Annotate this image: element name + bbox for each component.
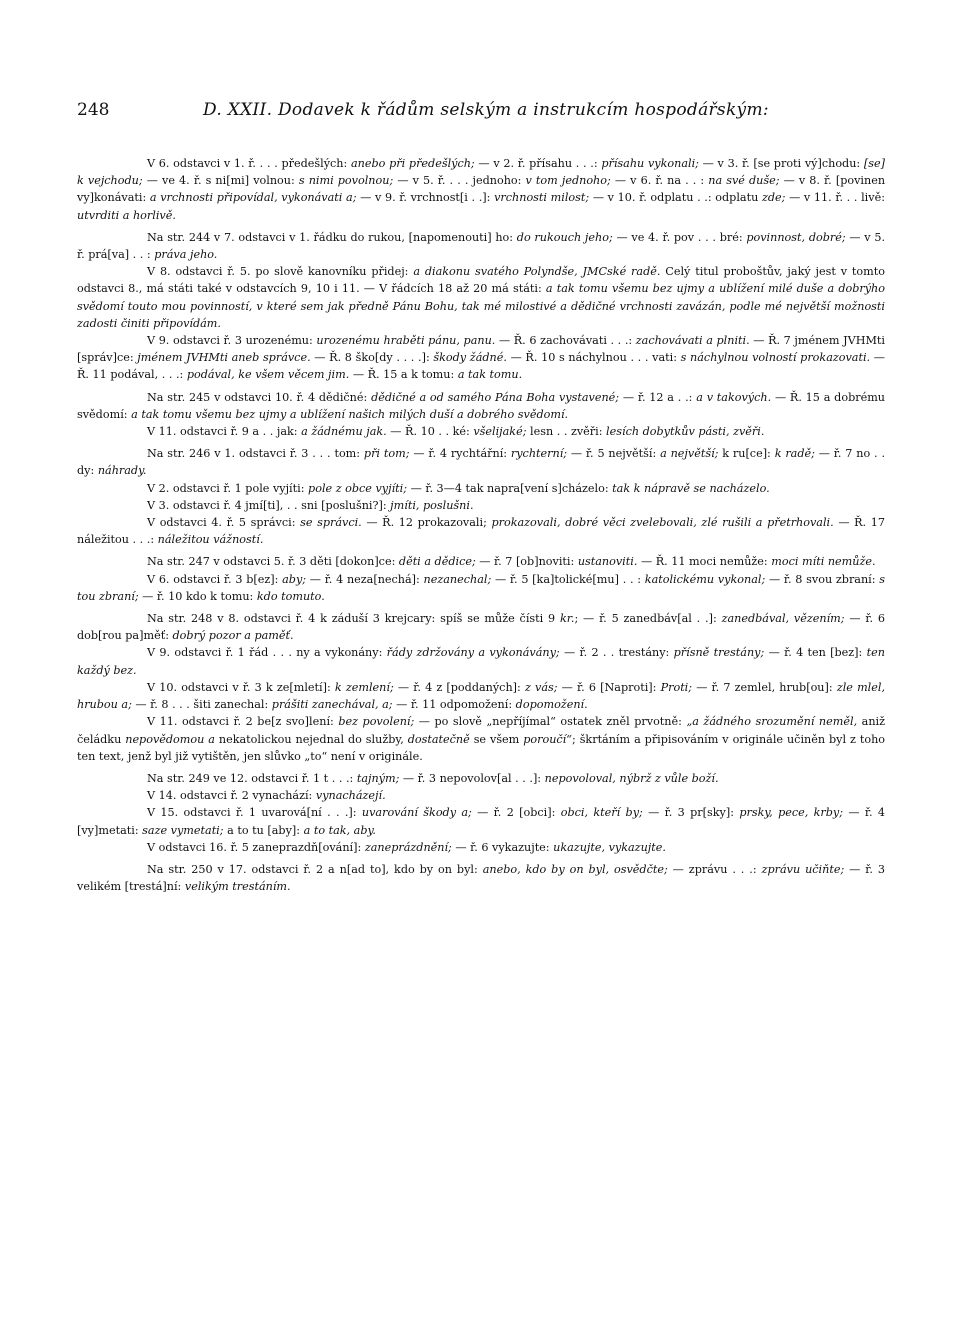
paragraph: V 15. odstavci ř. 1 uvarová[ní . . .]: uvarování škody a; — ř. 2 [obci]: obci, kteří by; — ř. 3 pr[sky]: prsky, pece, krby; — ř. 4 [vy]metati: saze vymetati; a to tu [aby]: a to tak, aby. xyxy=(77,806,886,837)
running-head: D. XXII. Dodavek k řádům selským a instrukcím hospodářským: xyxy=(203,100,769,120)
paragraph: V 10. odstavci v ř. 3 k ze[mletí]: k zemlení; — ř. 4 z [poddaných]: z vás; — ř. 6 [Naproti]: Proti; — ř. 7 zemlel, hrub[ou]: zle mlel, hrubou a; — ř. 8 . . . šiti zanechal: prášiti zanechával, a; — ř. 11 odpomožení: dopomožení. xyxy=(77,680,886,712)
paragraph: Na str. 245 v odstavci 10. ř. 4 dědičné: dědičné a od samého Pána Boha vystavené; — ř. 12 a . .: a v takových. — Ř. 15 a dobrému svědomí: a tak tomu všemu bez ujmy a ublížení našich milých duší a dobrého svědomí. xyxy=(77,390,886,421)
paragraph: V 3. odstavci ř. 4 jmí[ti], . . sni [poslušni?]: jmíti, poslušni. xyxy=(147,498,474,512)
page-number: 248 xyxy=(77,100,110,120)
paragraph: Na str. 246 v 1. odstavci ř. 3 . . . tom: při tom; — ř. 4 rychtářní: rychterní; — ř. 5 největší: a největší; k ru[ce]: k radě; — ř. 7 no . . dy: náhrady. xyxy=(77,447,885,478)
paragraph: V odstavci 4. ř. 5 správci: se správci. — Ř. 12 prokazovali; prokazovali, dobré věci zvelebovali, zlé rušili a přetrhovali. — Ř. 17 náležitou . . .: náležitou vážností. xyxy=(77,516,885,547)
paragraph: V 9. odstavci ř. 3 urozenému: urozenému hraběti pánu, panu. — Ř. 6 zachovávati . . .: zachovávati a plniti. — Ř. 7 jménem JVHMti [správ]ce: jménem JVHMti aneb správce. — Ř. 8 ško[dy . . . .]: škody žádné. — Ř. 10 s náchylnou . . . vati: s náchylnou volností prokazovati. — Ř. 11 podával, . . .: podával, ke všem věcem jim. — Ř. 15 a k tomu: a tak tomu. xyxy=(77,334,885,382)
paragraph: V 11. odstavci ř. 9 a . . jak: a žádnému jak. — Ř. 10 . . ké: všelijaké; lesn . . zvěři: lesích dobytkův pásti, zvěři. xyxy=(147,425,765,439)
paragraph: Na str. 244 v 7. odstavci v 1. řádku do rukou, [napomenouti] ho: do rukouch jeho; — ve 4. ř. pov . . . bré: povinnost, dobré; — v 5. ř. prá[va] . . : práva jeho. xyxy=(77,230,886,262)
body-text xyxy=(77,155,885,895)
paragraph: V 14. odstavci ř. 2 vynachází: vynacházejí. xyxy=(147,789,386,803)
paragraph: Na str. 249 ve 12. odstavci ř. 1 t . . .: tajným; — ř. 3 nepovolov[al . . .]: nepovoloval, nýbrž z vůle boží. xyxy=(147,771,719,785)
paragraph: V 6. odstavci ř. 3 b[ez]: aby; — ř. 4 neza[nechá]: nezanechal; — ř. 5 [ka]tolické[mu] . . : katolickému vykonal; — ř. 8 svou zbraní: s tou zbraní; — ř. 10 kdo k tomu: kdo tomuto. xyxy=(77,572,886,603)
page-header xyxy=(77,100,885,130)
paragraph: V 8. odstavci ř. 5. po slově kanovníku přidej: a diakonu svatého Polyndše, JMCské radě. Celý titul proboštův, jaký jest v tomto odstavci 8., má státi také v odstavcích 9, 10 i 11. — V řádcích 18 až 20 má státi: a tak tomu všemu bez ujmy a ublížení milé duše a dobrýho svědomí touto mou povinností, v které sem jak předně Pánu Bohu, tak mé milostivé a dědičné vrchnosti zavázán, podle mé největší možnosti zadosti činiti připovídám. xyxy=(77,265,886,330)
paragraph: Na str. 250 v 17. odstavci ř. 2 a n[ad to], kdo by on byl: anebo, kdo by on byl, osvědčte; — zprávu . . .: zprávu učiňte; — ř. 3 velikém [trestá]ní: velikým trestáním. xyxy=(77,862,886,894)
paragraph: V 9. odstavci ř. 1 řád . . . ny a vykonány: řády zdržovány a vykonávány; — ř. 2 . . trestány: přísně trestány; — ř. 4 ten [bez]: ten každý bez. xyxy=(77,646,885,677)
paragraph: V odstavci 16. ř. 5 zaneprazdň[ování]: zaneprázdnění; — ř. 6 vykazujte: ukazujte, vykazujte. xyxy=(147,840,666,854)
paragraph: Na str. 248 v 8. odstavci ř. 4 k záduší 3 krejcary: spíš se může čísti 9 kr.; — ř. 5 zanedbáv[al . .]: zanedbával, vězením; — ř. 6 dob[rou pa]měť: dobrý pozor a paměť. xyxy=(77,612,885,643)
paragraph: V 6. odstavci v 1. ř. . . . předešlých: anebo při předešlých; — v 2. ř. přísahu . . .: přísahu vykonali; — v 3. ř. [se proti vý]chodu: [se] k vejchodu; — ve 4. ř. s ni[mi] volnou: s nimi povolnou; — v 5. ř. . . . jednoho: v tom jednoho; — v 6. ř. na . . : na své duše; — v 8. ř. [povinen vy]konávati: a vrchnosti připovídal, vykonávati a; — v 9. ř. vrchnost[i . .]: vrchnosti milost; — v 10. ř. odplatu . .: odplatu zde; — v 11. ř. . . livě: utvrditi a horlivě. xyxy=(77,157,886,222)
paragraph: Na str. 247 v odstavci 5. ř. 3 děti [dokon]ce: děti a dědice; — ř. 7 [ob]noviti: ustanoviti. — Ř. 11 moci nemůže: moci míti nemůže. xyxy=(147,555,876,569)
paragraph: V 2. odstavci ř. 1 pole vyjíti: pole z obce vyjíti; — ř. 3—4 tak napra[vení s]cházelo: tak k nápravě se nacházelo. xyxy=(147,481,770,495)
paragraph: V 11. odstavci ř. 2 be[z svo]lení: bez povolení; — po slově „nepříjímal“ ostatek zněl prvotně: „a žádného srozumění neměl, aniž čeládku nepovědomou a nekatolickou nejednal do služby, dostatečně se všem poroučí“; škrtáním a připisováním v originále učiněn byl z toho ten text, jenž byl již vytištěn, jen slůvko „to“ není v originále. xyxy=(77,715,886,763)
document-page xyxy=(77,100,885,895)
